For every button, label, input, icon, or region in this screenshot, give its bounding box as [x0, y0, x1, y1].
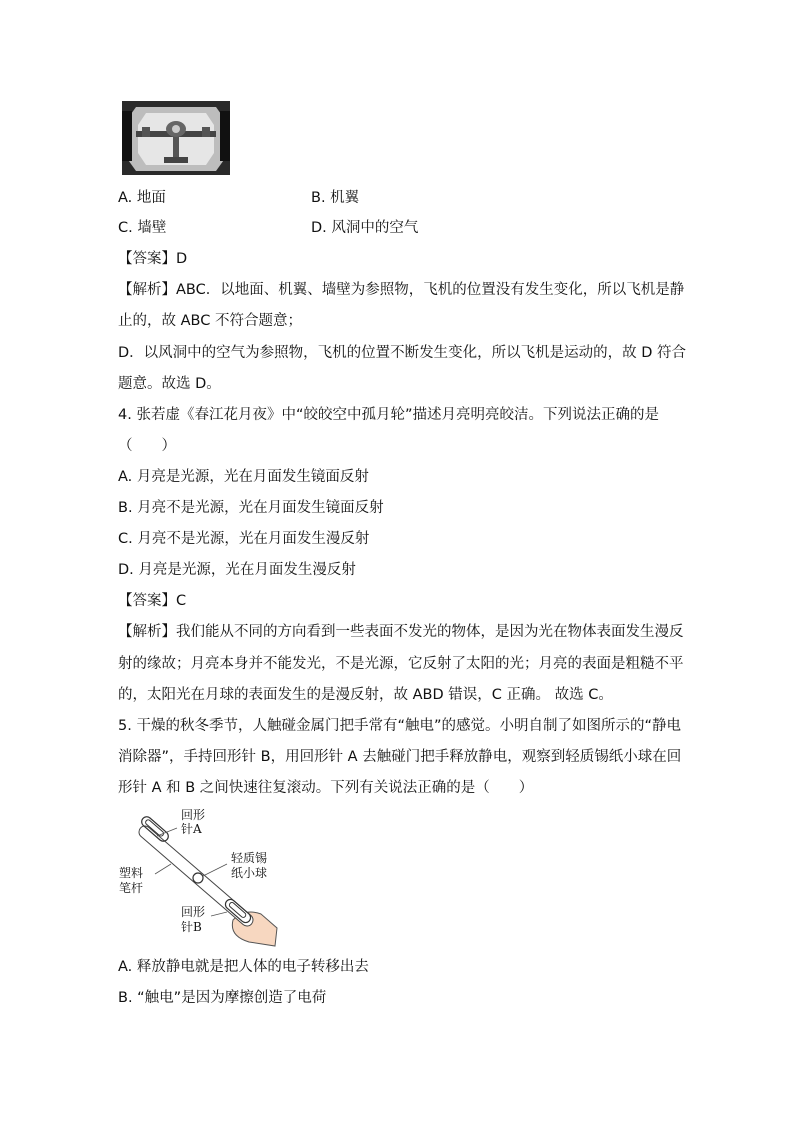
q4-option-c: C. 月亮不是光源，光在月面发生漫反射 — [118, 531, 370, 547]
q4-option-b: B. 月亮不是光源，光在月面发生镜面反射 — [118, 500, 384, 516]
q5-stem-line-3: 形针 A 和 B 之间快速往复滚动。下列有关说法正确的是（ ） — [118, 780, 534, 796]
q5-option-a: A. 释放静电就是把人体的电子转移出去 — [118, 959, 369, 975]
q5-option-b: B. “触电”是因为摩擦创造了电荷 — [118, 990, 327, 1006]
static-eliminator-figure — [115, 808, 285, 953]
q4-option-a: A. 月亮是光源，光在月面发生镜面反射 — [118, 469, 369, 485]
q3-option-b: B. 机翼 — [311, 190, 360, 206]
q3-analysis-line-4: 题意。故选 D。 — [118, 376, 221, 392]
figure-label-clip-b-1: 回形 — [181, 905, 206, 919]
q3-option-c: C. 墙壁 — [118, 220, 167, 236]
figure-label-ball-1: 轻质锡 — [231, 851, 268, 865]
wind-tunnel-photo — [122, 101, 230, 175]
q4-analysis-line-1: 【解析】我们能从不同的方向看到一些表面不发光的物体，是因为光在物体表面发生漫反 — [118, 624, 684, 640]
q3-answer: 【答案】D — [118, 251, 188, 267]
figure-label-ball-2: 纸小球 — [231, 866, 268, 880]
figure-label-clip-b-2: 针B — [181, 920, 202, 934]
q4-answer: 【答案】C — [118, 593, 187, 609]
q3-option-d: D. 风洞中的空气 — [311, 220, 419, 236]
q4-option-d: D. 月亮是光源，光在月面发生漫反射 — [118, 562, 356, 578]
q3-analysis-line-2: 止的，故 ABC 不符合题意； — [118, 313, 302, 329]
q5-stem-line-2: 消除器”，手持回形针 B，用回形针 A 去触碰门把手释放静电，观察到轻质锡纸小球在回 — [118, 749, 682, 765]
q3-analysis-line-3: D．以风洞中的空气为参照物，飞机的位置不断发生变化，所以飞机是运动的，故 D 符合 — [118, 345, 687, 361]
q4-analysis-line-2: 射的缘故；月亮本身并不能发光，不是光源，它反射了太阳的光；月亮的表面是粗糙不平 — [118, 656, 684, 672]
figure-label-pen-1: 塑料 — [119, 866, 144, 880]
figure-label-clip-a-2: 针A — [181, 822, 202, 836]
q4-stem-line-2: （ ） — [118, 438, 176, 454]
figure-label-pen-2: 笔杆 — [119, 881, 144, 895]
q3-option-a: A. 地面 — [118, 190, 166, 206]
q4-stem-line-1: 4. 张若虚《春江花月夜》中“皎皎空中孤月轮”描述月亮明亮皎洁。下列说法正确的是 — [118, 407, 659, 423]
q3-analysis-line-1: 【解析】ABC．以地面、机翼、墙壁为参照物，飞机的位置没有发生变化，所以飞机是静 — [118, 282, 685, 298]
q4-analysis-line-3: 的，太阳光在月球的表面发生的是漫反射，故 ABD 错误，C 正确。 故选 C。 — [118, 687, 613, 703]
q5-stem-line-1: 5. 干燥的秋冬季节，人触碰金属门把手常有“触电”的感觉。小明自制了如图所示的“静电 — [118, 718, 681, 734]
figure-label-clip-a-1: 回形 — [181, 808, 206, 822]
